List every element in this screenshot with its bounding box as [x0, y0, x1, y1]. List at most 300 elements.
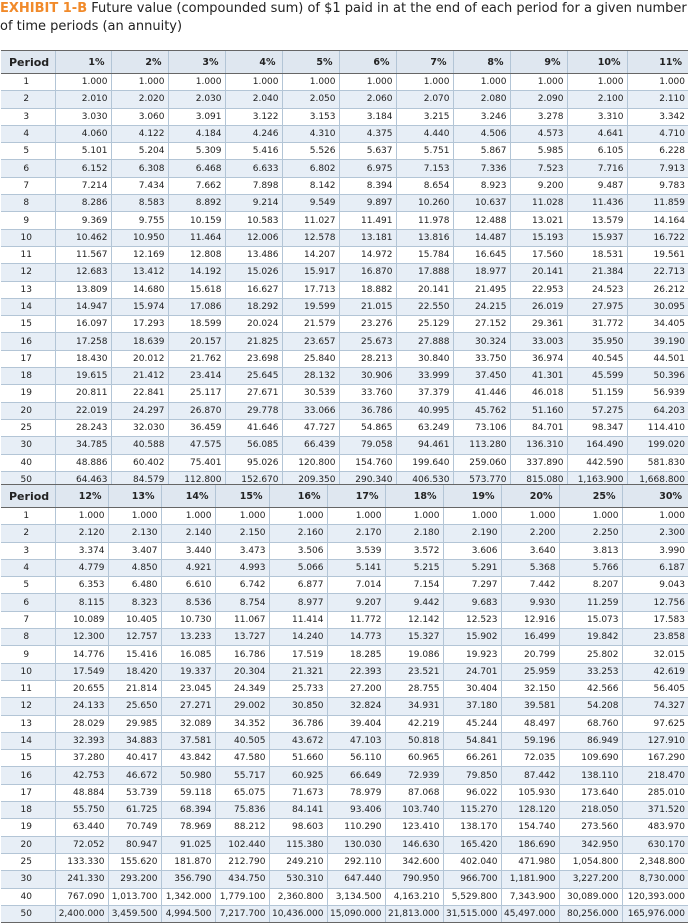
rate-column-header: 10% [567, 51, 627, 74]
value-cell: 51.159 [567, 385, 627, 402]
value-cell: 11.028 [510, 195, 567, 212]
value-cell: 11.978 [396, 212, 453, 229]
value-cell: 15.026 [225, 264, 282, 281]
value-cell: 16.499 [501, 629, 559, 646]
period-cell: 17 [1, 350, 55, 367]
table-row [1, 577, 688, 594]
value-cell: 79.850 [443, 767, 501, 784]
value-cell: 20.811 [55, 385, 111, 402]
table-row [1, 454, 688, 471]
value-cell: 11.027 [282, 212, 339, 229]
value-cell: 28.213 [339, 350, 396, 367]
value-cell: 40.588 [111, 437, 168, 454]
value-cell: 110.290 [327, 819, 385, 836]
period-cell: 2 [1, 525, 55, 542]
value-cell: 273.560 [559, 819, 622, 836]
value-cell: 8.115 [55, 594, 108, 611]
value-cell: 356.790 [161, 871, 215, 888]
period-cell: 18 [1, 802, 55, 819]
value-cell: 72.035 [501, 750, 559, 767]
value-cell: 17.549 [55, 663, 108, 680]
value-cell: 115.380 [269, 836, 327, 853]
value-cell: 16.870 [339, 264, 396, 281]
period-cell: 40 [1, 454, 55, 471]
value-cell: 14.680 [111, 281, 168, 298]
value-cell: 46.672 [108, 767, 161, 784]
value-cell: 34.352 [215, 715, 269, 732]
value-cell: 9.930 [501, 594, 559, 611]
table-row [1, 229, 688, 246]
rate-column-header: 16% [269, 485, 327, 508]
rate-column-header: 7% [396, 51, 453, 74]
value-cell: 2,348.800 [622, 853, 688, 870]
table-row [1, 195, 688, 212]
value-cell: 13.809 [55, 281, 111, 298]
value-cell: 8.754 [215, 594, 269, 611]
value-cell: 21.495 [453, 281, 510, 298]
value-cell: 115.270 [443, 802, 501, 819]
value-cell: 1.000 [567, 74, 627, 91]
value-cell: 66.439 [282, 437, 339, 454]
table-row [1, 419, 688, 436]
value-cell: 50.980 [161, 767, 215, 784]
value-cell: 1.000 [327, 508, 385, 525]
value-cell: 88.212 [215, 819, 269, 836]
value-cell: 3.278 [510, 108, 567, 125]
value-cell: 54.841 [443, 732, 501, 749]
value-cell: 25.673 [339, 333, 396, 350]
rate-column-header: 14% [161, 485, 215, 508]
value-cell: 105.930 [501, 784, 559, 801]
value-cell: 6.975 [339, 160, 396, 177]
value-cell: 66.649 [327, 767, 385, 784]
period-cell: 16 [1, 767, 55, 784]
value-cell: 24.701 [443, 663, 501, 680]
value-cell: 20.799 [501, 646, 559, 663]
value-cell: 2.020 [111, 91, 168, 108]
value-cell: 40.545 [567, 350, 627, 367]
value-cell: 97.625 [622, 715, 688, 732]
period-cell: 11 [1, 680, 55, 697]
value-cell: 10.405 [108, 611, 161, 628]
value-cell: 11.567 [55, 246, 111, 263]
value-cell: 2.040 [225, 91, 282, 108]
table-row [1, 125, 688, 142]
value-cell: 10.730 [161, 611, 215, 628]
value-cell: 10.583 [225, 212, 282, 229]
value-cell: 9.683 [443, 594, 501, 611]
value-cell: 10.089 [55, 611, 108, 628]
value-cell: 34.405 [627, 316, 688, 333]
value-cell: 293.200 [108, 871, 161, 888]
value-cell: 483.970 [622, 819, 688, 836]
value-cell: 292.110 [327, 853, 385, 870]
value-cell: 285.010 [622, 784, 688, 801]
value-cell: 6.877 [269, 577, 327, 594]
rate-column-header: 3% [168, 51, 225, 74]
value-cell: 12.006 [225, 229, 282, 246]
value-cell: 4.641 [567, 125, 627, 142]
value-cell: 16.097 [55, 316, 111, 333]
rate-column-header: 5% [282, 51, 339, 74]
value-cell: 18.292 [225, 298, 282, 315]
value-cell: 64.463 [55, 471, 111, 488]
table-row [1, 680, 688, 697]
table-row [1, 611, 688, 628]
value-cell: 80,256.000 [559, 905, 622, 922]
value-cell: 13.727 [215, 629, 269, 646]
value-cell: 30.095 [627, 298, 688, 315]
value-cell: 19.842 [559, 629, 622, 646]
value-cell: 7.716 [567, 160, 627, 177]
value-cell: 9.549 [282, 195, 339, 212]
value-cell: 5.985 [510, 143, 567, 160]
rate-column-header: 18% [385, 485, 443, 508]
value-cell: 15.193 [510, 229, 567, 246]
value-cell: 1.000 [282, 74, 339, 91]
value-cell: 7.014 [327, 577, 385, 594]
value-cell: 20.024 [225, 316, 282, 333]
value-cell: 12.757 [108, 629, 161, 646]
table-header-row [1, 485, 688, 508]
value-cell: 21.762 [168, 350, 225, 367]
table-row [1, 402, 688, 419]
value-cell: 1.000 [510, 74, 567, 91]
value-cell: 138.110 [559, 767, 622, 784]
value-cell: 21.015 [339, 298, 396, 315]
table-row [1, 750, 688, 767]
value-cell: 10.637 [453, 195, 510, 212]
value-cell: 14.207 [282, 246, 339, 263]
table-row [1, 836, 688, 853]
value-cell: 9.369 [55, 212, 111, 229]
value-cell: 4.506 [453, 125, 510, 142]
value-cell: 12.169 [111, 246, 168, 263]
value-cell: 6.152 [55, 160, 111, 177]
value-cell: 80.947 [108, 836, 161, 853]
value-cell: 25.840 [282, 350, 339, 367]
value-cell: 37.581 [161, 732, 215, 749]
value-cell: 1.000 [622, 508, 688, 525]
period-cell: 14 [1, 298, 55, 315]
value-cell: 16.786 [215, 646, 269, 663]
rate-column-header: 15% [215, 485, 269, 508]
period-cell: 3 [1, 542, 55, 559]
table-row [1, 646, 688, 663]
value-cell: 133.330 [55, 853, 108, 870]
value-cell: 7.214 [55, 177, 111, 194]
value-cell: 32.030 [111, 419, 168, 436]
period-cell: 12 [1, 698, 55, 715]
value-cell: 9.442 [385, 594, 443, 611]
value-cell: 36.459 [168, 419, 225, 436]
value-cell: 14.240 [269, 629, 327, 646]
value-cell: 33.253 [559, 663, 622, 680]
value-cell: 75.401 [168, 454, 225, 471]
value-cell: 14.947 [55, 298, 111, 315]
value-cell: 152.670 [225, 471, 282, 488]
value-cell: 59.118 [161, 784, 215, 801]
value-cell: 1.000 [396, 74, 453, 91]
value-cell: 3.813 [559, 542, 622, 559]
value-cell: 2.010 [55, 91, 111, 108]
value-cell: 60.402 [111, 454, 168, 471]
value-cell: 33.066 [282, 402, 339, 419]
value-cell: 114.410 [627, 419, 688, 436]
value-cell: 74.327 [622, 698, 688, 715]
value-cell: 63.249 [396, 419, 453, 436]
value-cell: 6.633 [225, 160, 282, 177]
value-cell: 33.003 [510, 333, 567, 350]
value-cell: 59.196 [501, 732, 559, 749]
value-cell: 1.000 [627, 74, 688, 91]
value-cell: 165.420 [443, 836, 501, 853]
value-cell: 21.825 [225, 333, 282, 350]
value-cell: 64.203 [627, 402, 688, 419]
value-cell: 6.468 [168, 160, 225, 177]
value-cell: 22.953 [510, 281, 567, 298]
value-cell: 45.599 [567, 368, 627, 385]
value-cell: 14.773 [327, 629, 385, 646]
period-cell: 25 [1, 419, 55, 436]
value-cell: 39.404 [327, 715, 385, 732]
value-cell: 13.579 [567, 212, 627, 229]
value-cell: 98.347 [567, 419, 627, 436]
value-cell: 7.898 [225, 177, 282, 194]
value-cell: 27.200 [327, 680, 385, 697]
value-cell: 36.786 [339, 402, 396, 419]
value-cell: 1,054.800 [559, 853, 622, 870]
period-cell: 7 [1, 611, 55, 628]
period-cell: 14 [1, 732, 55, 749]
value-cell: 581.830 [627, 454, 688, 471]
value-cell: 71.673 [269, 784, 327, 801]
value-cell: 7,343.900 [501, 888, 559, 905]
value-cell: 1.000 [339, 74, 396, 91]
value-cell: 3.407 [108, 542, 161, 559]
value-cell: 146.630 [385, 836, 443, 853]
value-cell: 3.606 [443, 542, 501, 559]
value-cell: 34.931 [385, 698, 443, 715]
value-cell: 8.977 [269, 594, 327, 611]
value-cell: 33.999 [396, 368, 453, 385]
value-cell: 136.310 [510, 437, 567, 454]
value-cell: 371.520 [622, 802, 688, 819]
table-row [1, 246, 688, 263]
value-cell: 56.939 [627, 385, 688, 402]
value-cell: 55.750 [55, 802, 108, 819]
value-cell: 138.170 [443, 819, 501, 836]
value-cell: 84.701 [510, 419, 567, 436]
value-cell: 173.640 [559, 784, 622, 801]
value-cell: 10.950 [111, 229, 168, 246]
value-cell: 2.150 [215, 525, 269, 542]
value-cell: 61.725 [108, 802, 161, 819]
value-cell: 25.117 [168, 385, 225, 402]
period-cell: 15 [1, 316, 55, 333]
period-cell: 9 [1, 646, 55, 663]
period-cell: 30 [1, 871, 55, 888]
rate-column-header: 2% [111, 51, 168, 74]
value-cell: 19.561 [627, 246, 688, 263]
value-cell: 26.212 [627, 281, 688, 298]
value-cell: 1.000 [168, 74, 225, 91]
value-cell: 51.160 [510, 402, 567, 419]
value-cell: 4.060 [55, 125, 111, 142]
value-cell: 1,013.700 [108, 888, 161, 905]
value-cell: 47.103 [327, 732, 385, 749]
value-cell: 1.000 [559, 508, 622, 525]
rate-column-header: 13% [108, 485, 161, 508]
value-cell: 3,134.500 [327, 888, 385, 905]
value-cell: 17.293 [111, 316, 168, 333]
value-cell: 37.379 [396, 385, 453, 402]
value-cell: 209.350 [282, 471, 339, 488]
table-row [1, 437, 688, 454]
value-cell: 3.990 [622, 542, 688, 559]
value-cell: 4.122 [111, 125, 168, 142]
value-cell: 15.937 [567, 229, 627, 246]
value-cell: 4.310 [282, 125, 339, 142]
value-cell: 2.180 [385, 525, 443, 542]
value-cell: 4.993 [215, 559, 269, 576]
value-cell: 406.530 [396, 471, 453, 488]
table-header-row [1, 51, 688, 74]
value-cell: 4.375 [339, 125, 396, 142]
value-cell: 15.784 [396, 246, 453, 263]
period-cell: 13 [1, 715, 55, 732]
value-cell: 23.657 [282, 333, 339, 350]
value-cell: 19.599 [282, 298, 339, 315]
value-cell: 199.020 [627, 437, 688, 454]
value-cell: 37.280 [55, 750, 108, 767]
value-cell: 25.802 [559, 646, 622, 663]
value-cell: 32.824 [327, 698, 385, 715]
value-cell: 12.756 [622, 594, 688, 611]
value-cell: 21.321 [269, 663, 327, 680]
value-cell: 19.923 [443, 646, 501, 663]
value-cell: 18.430 [55, 350, 111, 367]
value-cell: 98.603 [269, 819, 327, 836]
value-cell: 5.751 [396, 143, 453, 160]
period-cell: 30 [1, 437, 55, 454]
value-cell: 3.473 [215, 542, 269, 559]
value-cell: 112.800 [168, 471, 225, 488]
value-cell: 1.000 [501, 508, 559, 525]
value-cell: 12.916 [501, 611, 559, 628]
value-cell: 1,181.900 [501, 871, 559, 888]
value-cell: 17.713 [282, 281, 339, 298]
table-row [1, 508, 688, 525]
value-cell: 2.080 [453, 91, 510, 108]
value-cell: 12.683 [55, 264, 111, 281]
value-cell: 65.075 [215, 784, 269, 801]
value-cell: 15.917 [282, 264, 339, 281]
value-cell: 6.228 [627, 143, 688, 160]
value-cell: 10.462 [55, 229, 111, 246]
value-cell: 95.026 [225, 454, 282, 471]
value-cell: 10,436.000 [269, 905, 327, 922]
value-cell: 53.739 [108, 784, 161, 801]
value-cell: 5.141 [327, 559, 385, 576]
value-cell: 17.583 [622, 611, 688, 628]
value-cell: 16.722 [627, 229, 688, 246]
value-cell: 54.865 [339, 419, 396, 436]
value-cell: 17.519 [269, 646, 327, 663]
value-cell: 402.040 [443, 853, 501, 870]
value-cell: 50.818 [385, 732, 443, 749]
value-cell: 24.523 [567, 281, 627, 298]
period-cell: 8 [1, 629, 55, 646]
value-cell: 1.000 [215, 508, 269, 525]
value-cell: 70.749 [108, 819, 161, 836]
value-cell: 2.300 [622, 525, 688, 542]
value-cell: 6.105 [567, 143, 627, 160]
value-cell: 18.285 [327, 646, 385, 663]
value-cell: 39.581 [501, 698, 559, 715]
value-cell: 1.000 [269, 508, 327, 525]
period-cell: 4 [1, 125, 55, 142]
value-cell: 127.910 [622, 732, 688, 749]
value-cell: 72.939 [385, 767, 443, 784]
period-cell: 5 [1, 577, 55, 594]
value-cell: 2.140 [161, 525, 215, 542]
value-cell: 41.646 [225, 419, 282, 436]
value-cell: 42.566 [559, 680, 622, 697]
table-row [1, 91, 688, 108]
annuity-table-bottom [1, 484, 688, 923]
value-cell: 6.480 [108, 577, 161, 594]
value-cell: 47.580 [215, 750, 269, 767]
value-cell: 3.091 [168, 108, 225, 125]
value-cell: 3.153 [282, 108, 339, 125]
period-cell: 25 [1, 853, 55, 870]
value-cell: 3.184 [339, 108, 396, 125]
value-cell: 28.132 [282, 368, 339, 385]
value-cell: 40.417 [108, 750, 161, 767]
value-cell: 3.060 [111, 108, 168, 125]
value-cell: 10.260 [396, 195, 453, 212]
value-cell: 12.578 [282, 229, 339, 246]
value-cell: 27.888 [396, 333, 453, 350]
period-cell: 13 [1, 281, 55, 298]
value-cell: 32.150 [501, 680, 559, 697]
rate-column-header: 25% [559, 485, 622, 508]
value-cell: 4.779 [55, 559, 108, 576]
value-cell: 13.021 [510, 212, 567, 229]
table-row [1, 525, 688, 542]
value-cell: 11.464 [168, 229, 225, 246]
value-cell: 28.243 [55, 419, 111, 436]
value-cell: 26.019 [510, 298, 567, 315]
rate-column-header: 1% [55, 51, 111, 74]
value-cell: 8.142 [282, 177, 339, 194]
value-cell: 2.170 [327, 525, 385, 542]
value-cell: 27.152 [453, 316, 510, 333]
value-cell: 12.142 [385, 611, 443, 628]
value-cell: 154.760 [339, 454, 396, 471]
value-cell: 47.575 [168, 437, 225, 454]
value-cell: 41.446 [453, 385, 510, 402]
value-cell: 37.180 [443, 698, 501, 715]
value-cell: 212.790 [215, 853, 269, 870]
value-cell: 25.733 [269, 680, 327, 697]
value-cell: 87.068 [385, 784, 443, 801]
value-cell: 164.490 [567, 437, 627, 454]
value-cell: 42.619 [622, 663, 688, 680]
rate-column-header: 6% [339, 51, 396, 74]
value-cell: 17.560 [510, 246, 567, 263]
